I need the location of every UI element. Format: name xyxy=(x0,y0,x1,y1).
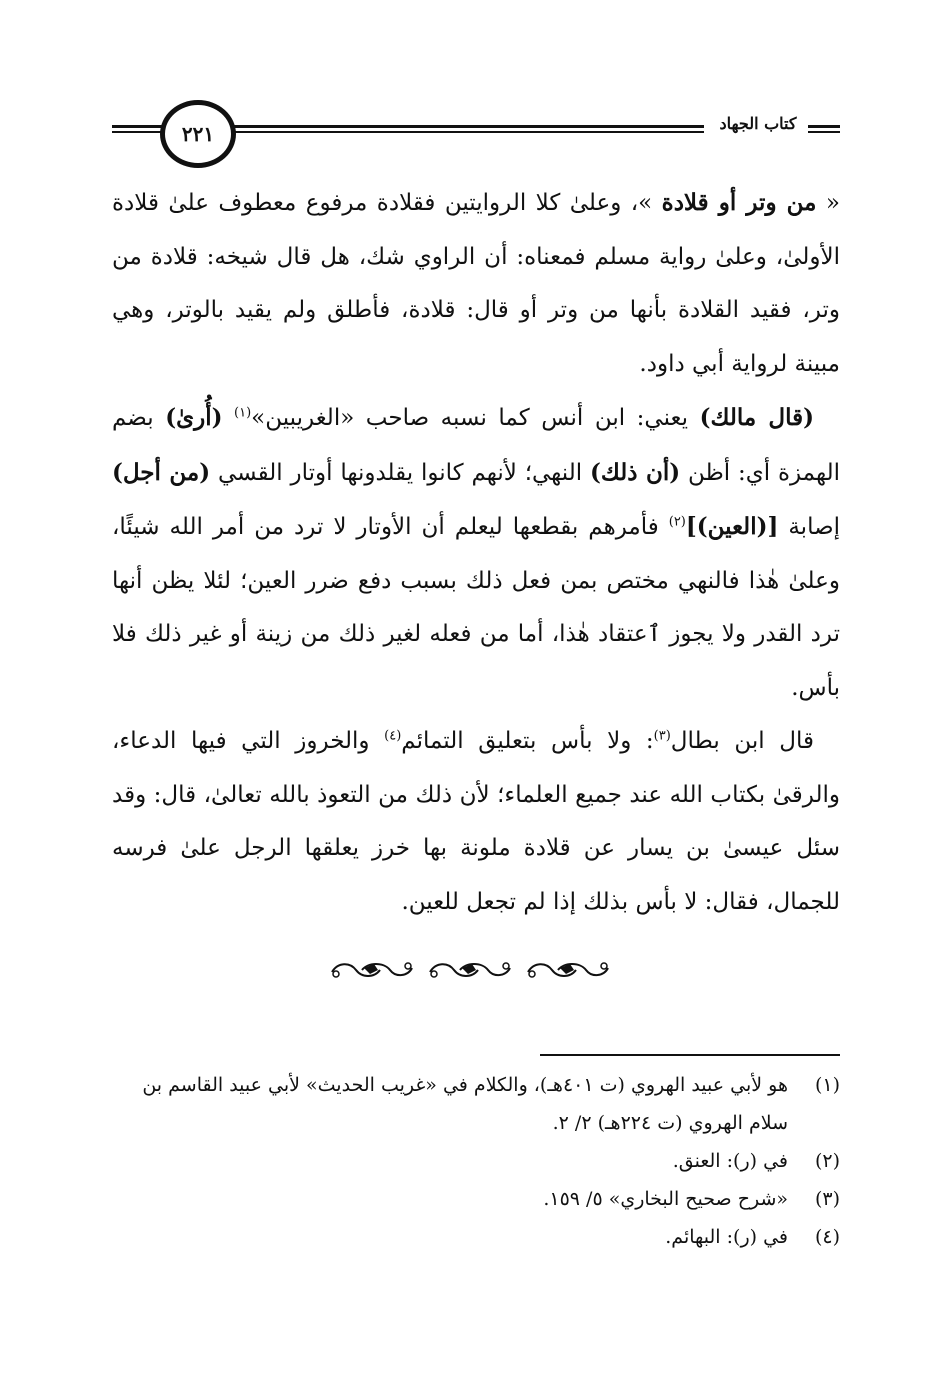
bold-phrase: من وتر أو قلادة xyxy=(661,189,817,216)
footnotes xyxy=(112,1066,840,1256)
bold-phrase: [(العين)] xyxy=(685,513,779,540)
text-run: إصابة xyxy=(778,514,840,540)
text-run: والخروز التي فيها الدعاء، والرقىٰ بكتاب الله عند جميع العلماء؛ لأن ذلك من التعوذ بالله تعالىٰ، قال: وقد سئل عيسىٰ بن يسار عن قلادة ملونة بها خرز يعلقها الرجل علىٰ فرسه للجمال، فقال: لا بأس بذلك إذا لم تجعل للعين. xyxy=(112,728,840,915)
text-run: يعني: ابن أنس كما نسبه صاحب «الغريبين» xyxy=(251,405,700,431)
footnote-ref: (٤) xyxy=(384,728,402,744)
footnote-ref: (٣) xyxy=(653,728,671,744)
page-header xyxy=(112,96,840,176)
footnote-text: في (ر): العنق. xyxy=(672,1150,788,1172)
ornament-icon xyxy=(524,958,612,982)
main-text xyxy=(112,176,840,929)
text-run: النهي؛ لأنهم كانوا يقلدونها أوتار القسي xyxy=(210,459,590,486)
footnote-ref: (١) xyxy=(234,405,252,421)
footnote-ref: (٢) xyxy=(668,514,686,530)
text-run: بضم الهمزة أي: أظن xyxy=(112,405,840,486)
ornament-icon xyxy=(328,958,416,982)
paragraph-2 xyxy=(112,391,840,715)
text-run xyxy=(222,405,234,431)
footnote-separator xyxy=(540,1054,840,1056)
footnote-text: في (ر): البهائم. xyxy=(665,1226,788,1248)
footnote-2 xyxy=(112,1142,840,1180)
text-run: قال ابن بطال xyxy=(670,728,814,754)
bold-phrase: (من أجل) xyxy=(112,458,211,486)
footnote-3 xyxy=(112,1180,840,1218)
footnote-1 xyxy=(112,1066,840,1142)
page-number-badge xyxy=(160,100,236,168)
section-divider-ornament xyxy=(320,958,620,986)
text-run: « xyxy=(816,190,840,216)
header-rule xyxy=(224,125,704,128)
paragraph-3 xyxy=(112,715,840,929)
text-run: : ولا بأس بتعليق التمائم xyxy=(401,728,654,754)
bold-phrase: (أن ذلك) xyxy=(589,458,681,486)
footnote-4 xyxy=(112,1218,840,1256)
footnote-number: (٤) xyxy=(814,1226,840,1248)
footnote-text: «شرح صحيح البخاري» ٥/ ١٥٩. xyxy=(543,1188,788,1210)
page-number: ٢٢١ xyxy=(181,122,215,146)
header-rule xyxy=(808,131,840,133)
footnote-number: (٢) xyxy=(814,1150,840,1172)
bold-phrase: (قال مالك) xyxy=(699,404,815,431)
footnote-number: (١) xyxy=(814,1074,840,1096)
footnote-number: (٣) xyxy=(814,1188,840,1210)
ornament-icon xyxy=(426,958,514,982)
text-run: »، وعلىٰ كلا الروايتين فقلادة مرفوع معطوف علىٰ قلادة الأولىٰ، وعلىٰ رواية مسلم فمعناه: أن الراوي شك، هل قال شيخه: قلادة من وتر، فقيد القلادة بأنها من وتر أو قال: قلادة، فأطلق ولم يقيد بالوتر، وهي مبينة لرواية أبي داود. xyxy=(112,190,840,377)
header-rule xyxy=(224,131,704,133)
paragraph-1 xyxy=(112,176,840,391)
header-rule xyxy=(808,125,840,128)
footnote-text: هو لأبي عبيد الهروي (ت ٤٠١هـ)، والكلام في «غريب الحديث» لأبي عبيد القاسم بن سلام الهروي (ت ٢٢٤هـ) ٢/ ٢. xyxy=(142,1074,788,1134)
text-run: فأمرهم بقطعها ليعلم أن الأوتار لا ترد من أمر الله شيئًا، وعلىٰ هٰذا فالنهي مختص بمن فعل ذلك بسبب دفع ضرر العين؛ لئلا يظن أنها ترد القدر ولا يجوز ٱعتقاد هٰذا، أما من فعله لغير ذلك من زينة أو غير ذلك فلا بأس. xyxy=(112,514,840,701)
running-title: كتاب الجهاد xyxy=(719,114,797,133)
bold-phrase: (أُرىٰ) xyxy=(165,404,223,431)
